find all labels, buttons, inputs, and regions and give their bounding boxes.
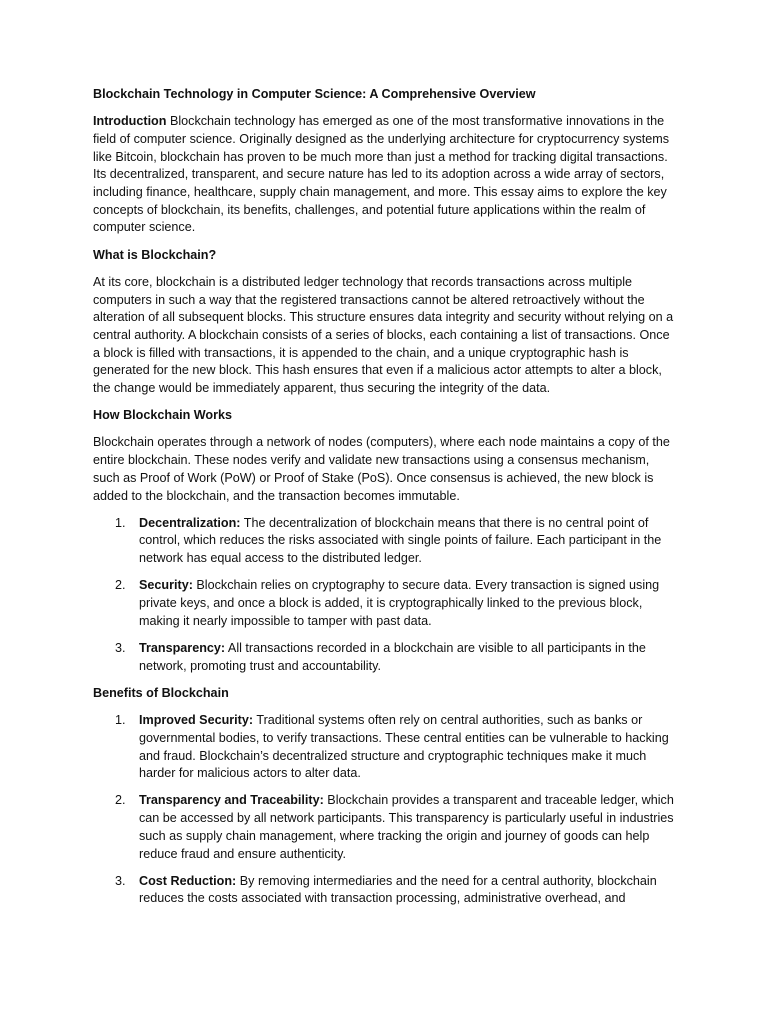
list-item-term: Decentralization: (139, 515, 241, 530)
how-works-paragraph: Blockchain operates through a network of nodes (computers), where each node maintains a copy of the entire blockchain. These nodes verify and validate new transactions using a consensus mechanism, such as Proof of Work (PoW) or Proof of Stake (PoS). Once consensus is achieved, the new block is added to the blockchain, and the transaction becomes immutable. (93, 435, 670, 503)
list-item-text: The decentralization of blockchain means that there is no central point of control, which reduces the risks associated with single points of failure. Each participant in the network has equal access to the distributed ledger. (139, 515, 662, 566)
list-item-term: Transparency: (139, 640, 226, 655)
list-item-number: 1. (115, 515, 126, 530)
benefits-list (93, 712, 676, 908)
intro-paragraph (93, 113, 676, 237)
list-item-term: Transparency and Traceability: (139, 793, 324, 808)
list-item-number: 1. (115, 713, 126, 728)
list-item-text: Blockchain relies on cryptography to secure data. Every transaction is signed using private keys, and once a block is added, it is cryptographically linked to the previous block, making it nearly impossible to tamper with past data. (139, 578, 660, 628)
list-item (93, 792, 676, 863)
list-item (93, 640, 676, 675)
intro-label: Introduction (93, 114, 167, 129)
list-item-number: 2. (115, 793, 126, 808)
section-heading-how-works: How Blockchain Works (93, 408, 233, 423)
list-item (93, 712, 676, 783)
list-item (93, 873, 676, 908)
list-item (93, 515, 676, 568)
list-item-term: Security: (139, 578, 193, 593)
list-item-term: Cost Reduction: (139, 873, 237, 888)
list-item (93, 577, 676, 630)
what-is-paragraph: At its core, blockchain is a distributed ledger technology that records transactions across multiple computers in such a way that the registered transactions cannot be altered retroactively without the alteration of all subsequent blocks. This structure ensures data integrity and security without relying on a central authority. A blockchain consists of a series of blocks, each containing a list of transactions. Once a block is filled with transactions, it is appended to the chain, and a unique cryptographic hash is generated for the new block. This hash ensures that even if a malicious actor attempts to alter a block, the change would be immediately apparent, thus securing the integrity of the data. (93, 274, 674, 396)
list-item-number: 3. (115, 640, 126, 655)
section-heading-benefits: Benefits of Blockchain (93, 685, 229, 700)
list-item-term: Improved Security: (139, 713, 254, 728)
list-item-text: Blockchain provides a transparent and traceable ledger, which can be accessed by all network participants. This transparency is particularly useful in industries such as supply chain management, where tracking the origin and journey of goods can help reduce fraud and ensure authenticity. (139, 793, 674, 861)
list-item-number: 2. (115, 578, 126, 593)
section-heading-what-is: What is Blockchain? (93, 247, 217, 262)
how-works-list (93, 515, 676, 676)
list-item-text: By removing intermediaries and the need for a central authority, blockchain reduces the costs associated with transaction processing, administrative overhead, and (139, 873, 657, 906)
document-title: Blockchain Technology in Computer Science: A Comprehensive Overview (93, 87, 536, 101)
list-item-text: Traditional systems often rely on central authorities, such as banks or governmental bodies, to verify transactions. These central entities can be vulnerable to hacking and fraud. Blockchain’s decentralized structure and cryptographic techniques make it much harder for malicious actors to alter data. (139, 713, 669, 781)
list-item-text: All transactions recorded in a blockchain are visible to all participants in the network, promoting trust and accountability. (139, 640, 646, 673)
intro-text: Blockchain technology has emerged as one of the most transformative innovations in the field of computer science. Originally designed as the underlying architecture for cryptocurrency systems like Bitcoin, blockchain has proven to be much more than just a method for tracking digital transactions. Its decentralized, transparent, and secure nature has led to its adoption across a wide array of sectors, including finance, healthcare, supply chain management, and more. This essay aims to explore the key concepts of blockchain, its benefits, challenges, and potential future applications within the realm of computer science. (93, 114, 670, 235)
list-item-number: 3. (115, 873, 126, 888)
